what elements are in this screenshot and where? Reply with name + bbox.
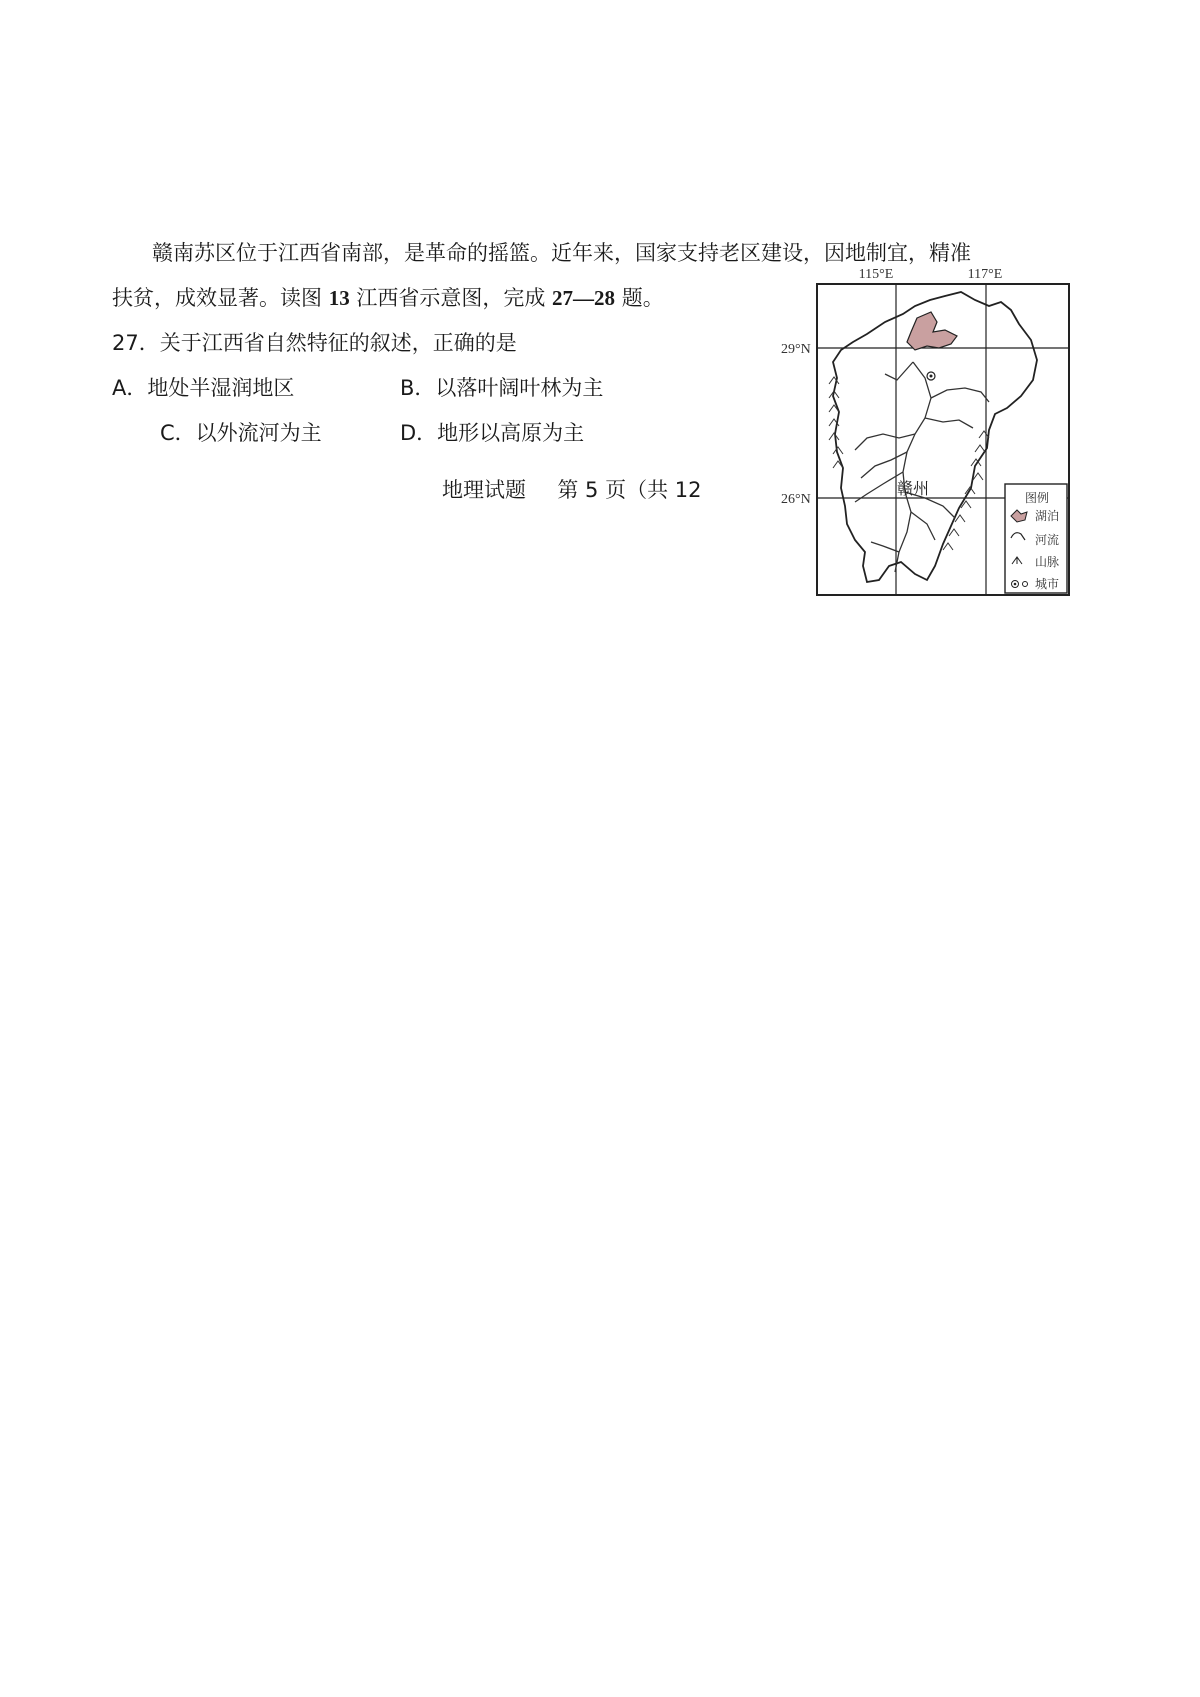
- city-marker-dot: [930, 375, 933, 378]
- jiangxi-map: [775, 262, 1075, 598]
- legend-lake-label: 湖泊: [1035, 509, 1060, 523]
- footer-subject: 地理试题: [442, 478, 526, 502]
- question-stem: 27．关于江西省自然特征的叙述，正确的是: [112, 331, 517, 355]
- lat-label-26: 26°N: [781, 492, 811, 507]
- legend-city-icon-major-dot: [1014, 583, 1017, 586]
- lat-label-29: 29°N: [781, 342, 811, 357]
- legend-river-label: 河流: [1035, 533, 1060, 547]
- passage-line-2-b: 江西省示意图，完成: [349, 286, 553, 310]
- map-legend: [1005, 484, 1067, 593]
- page-footer: [442, 474, 701, 504]
- city-label-ganzhou: 赣州: [897, 479, 930, 498]
- legend-title: 图例: [1024, 491, 1050, 505]
- passage-line-2-c: 题。: [615, 286, 664, 310]
- question-range: 27—28: [552, 286, 616, 310]
- footer-page: 第 5 页（共 12: [557, 478, 702, 502]
- lon-label-117: 117°E: [967, 267, 1003, 282]
- passage-line-2-a: 扶贫，成效显著。读图: [112, 286, 329, 310]
- lon-label-115: 115°E: [858, 267, 894, 282]
- option-c: C．以外流河为主: [160, 421, 322, 445]
- passage-line-1-text: 赣南苏区位于江西省南部，是革命的摇篮。近年来，国家支持老区建设，因地制宜，精准: [152, 241, 971, 265]
- legend-mountain-label: 山脉: [1035, 555, 1060, 569]
- figure-number: 13: [328, 286, 350, 310]
- legend-city-icon-minor: [1023, 582, 1028, 587]
- passage-line-2: [112, 282, 664, 312]
- legend-city-label: 城市: [1035, 577, 1060, 591]
- option-d: D．地形以高原为主: [400, 421, 585, 445]
- option-b: B．以落叶阔叶林为主: [400, 376, 604, 400]
- option-a: A．地处半湿润地区: [112, 376, 295, 400]
